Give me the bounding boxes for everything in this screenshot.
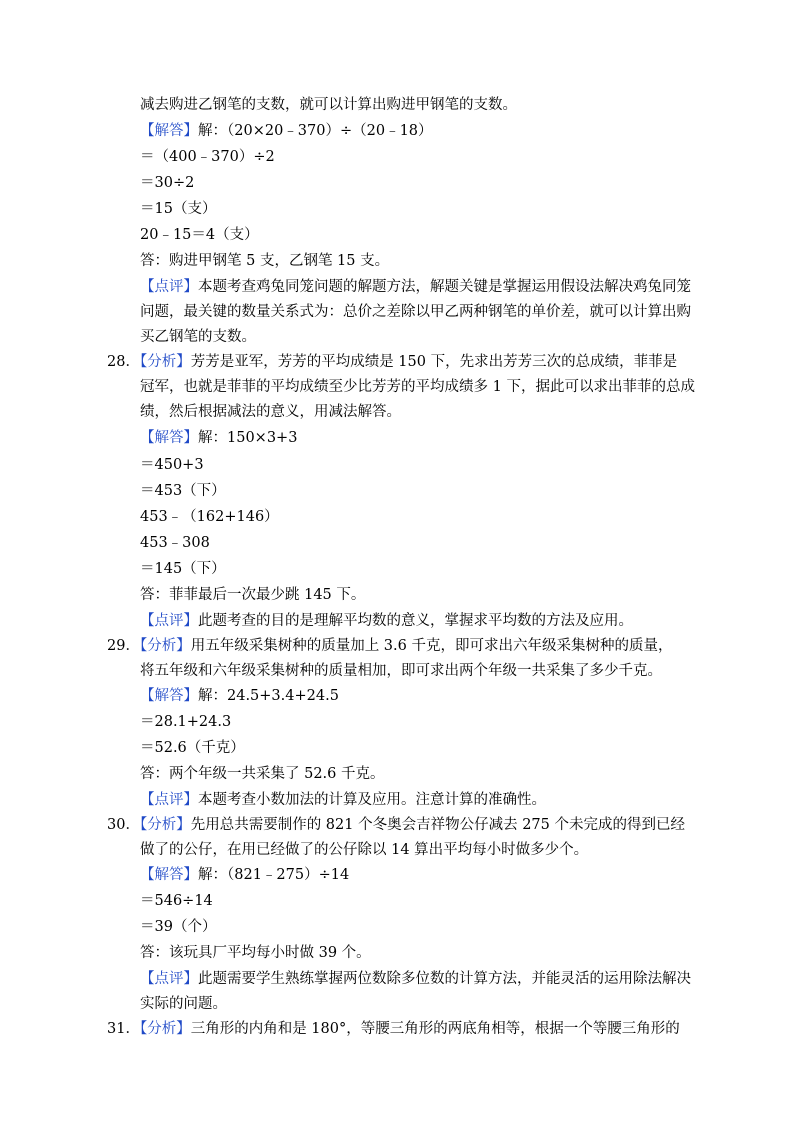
answer-line	[140, 686, 339, 706]
question-number: 28．	[107, 354, 140, 370]
analysis-line: 绩，然后根据减法的意义，用减法解答。	[140, 404, 401, 420]
review-tag: 【点评】	[140, 971, 198, 987]
answer-line: ＝546÷14	[140, 893, 213, 909]
answer-line: 答：菲菲最后一次最少跳 145 下。	[140, 587, 366, 603]
answer-text: 解：（20×20﹣370）÷（20﹣18）	[198, 123, 433, 139]
question-30-analysis	[107, 815, 685, 835]
review-tag: 【点评】	[140, 613, 198, 629]
answer-line: 答：购进甲钢笔 5 支，乙钢笔 15 支。	[140, 253, 390, 269]
answer-line: 答：该玩具厂平均每小时做 39 个。	[140, 945, 371, 961]
question-28-analysis	[107, 352, 677, 372]
review-line	[140, 611, 633, 631]
analysis-text: 三角形的内角和是 180°，等腰三角形的两底角相等，根据一个等腰三角形的	[190, 1021, 680, 1037]
analysis-continuation: 减去购进乙钢笔的支数，就可以计算出购进甲钢笔的支数。	[140, 97, 517, 113]
answer-line	[140, 428, 297, 448]
answer-line: ＝28.1+24.3	[140, 714, 232, 730]
analysis-tag: 【分析】	[139, 817, 191, 833]
answer-line: 453﹣（162+146）	[140, 509, 279, 525]
question-number: 31．	[107, 1021, 140, 1037]
answer-line: ＝145（下）	[140, 561, 226, 577]
review-text: 本题考查鸡兔同笼问题的解题方法，解题关键是掌握运用假设法解决鸡兔同笼	[198, 279, 691, 295]
review-line	[140, 790, 546, 810]
review-line: 实际的问题。	[140, 996, 227, 1012]
analysis-tag: 【分析】	[139, 354, 191, 370]
analysis-line: 冠军，也就是菲菲的平均成绩至少比芳芳的平均成绩多 1 下，据此可以求出菲菲的总成	[140, 379, 695, 395]
review-text: 本题考查小数加法的计算及应用。注意计算的准确性。	[198, 792, 546, 808]
answer-line	[140, 865, 349, 885]
answer-line: ＝39（个）	[140, 919, 217, 935]
question-number: 30．	[107, 817, 140, 833]
answer-line: ＝52.6（千克）	[140, 740, 245, 756]
answer-line: ＝30÷2	[140, 175, 195, 191]
analysis-tag: 【分析】	[139, 638, 191, 654]
review-tag: 【点评】	[140, 279, 198, 295]
answer-line: 20﹣15＝4（支）	[140, 227, 259, 243]
answer-tag: 【解答】	[140, 867, 198, 883]
analysis-line: 将五年级和六年级采集树种的质量相加，即可求出两个年级一共采集了多少千克。	[140, 663, 662, 679]
answer-line: ＝453（下）	[140, 483, 226, 499]
review-text: 此题考查的目的是理解平均数的意义，掌握求平均数的方法及应用。	[198, 613, 633, 629]
answer-line: ＝（400﹣370）÷2	[140, 149, 275, 165]
review-line	[140, 277, 691, 297]
answer-text: 解：24.5+3.4+24.5	[198, 688, 339, 704]
analysis-tag: 【分析】	[139, 1021, 191, 1037]
review-line: 买乙钢笔的支数。	[140, 329, 256, 345]
answer-line	[140, 121, 433, 141]
review-tag: 【点评】	[140, 792, 198, 808]
review-text: 此题需要学生熟练掌握两位数除多位数的计算方法，并能灵活的运用除法解决	[198, 971, 691, 987]
analysis-text: 先用总共需要制作的 821 个冬奥会吉祥物公仔减去 275 个未完成的得到已经	[190, 817, 685, 833]
answer-line: 453﹣308	[140, 535, 210, 551]
answer-line: 答：两个年级一共采集了 52.6 千克。	[140, 766, 385, 782]
answer-line: ＝450+3	[140, 457, 204, 473]
answer-tag: 【解答】	[140, 123, 198, 139]
analysis-text: 用五年级采集树种的质量加上 3.6 千克，即可求出六年级采集树种的质量，	[190, 638, 673, 654]
answer-tag: 【解答】	[140, 430, 198, 446]
analysis-text: 芳芳是亚军，芳芳的平均成绩是 150 下，先求出芳芳三次的总成绩，菲菲是	[190, 354, 678, 370]
question-29-analysis	[107, 636, 672, 656]
analysis-line: 做了的公仔，在用已经做了的公仔除以 14 算出平均每小时做多少个。	[140, 842, 589, 858]
question-31-analysis	[107, 1019, 680, 1039]
question-number: 29．	[107, 638, 140, 654]
answer-text: 解：（821﹣275）÷14	[198, 867, 350, 883]
answer-text: 解：150×3+3	[198, 430, 298, 446]
answer-tag: 【解答】	[140, 688, 198, 704]
answer-line: ＝15（支）	[140, 201, 217, 217]
review-line	[140, 969, 691, 989]
review-line: 问题，最关键的数量关系式为：总价之差除以甲乙两种钢笔的单价差，就可以计算出购	[140, 304, 691, 320]
